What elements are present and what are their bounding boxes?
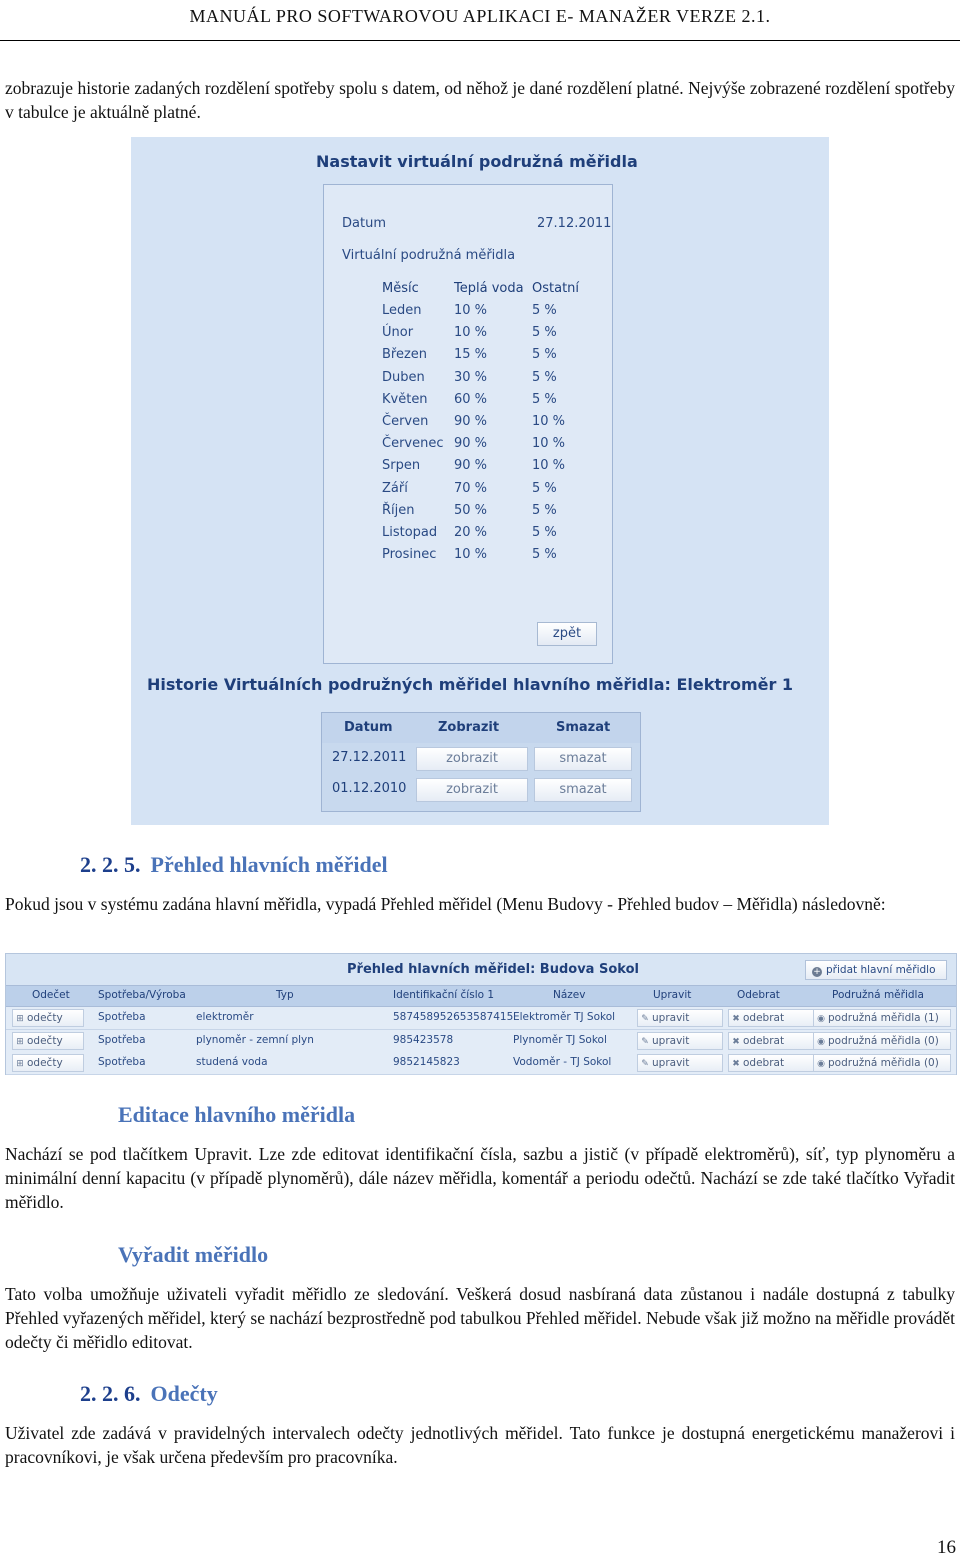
readings-button-label: odečty [27, 1057, 63, 1069]
meter-name [513, 1056, 611, 1068]
col-sub: Podružná měřidla [832, 989, 924, 1001]
section-226-number: 2. 2. 6. [80, 1381, 141, 1406]
meters-overview-screenshot [5, 953, 957, 1075]
date-label: Datum [342, 216, 386, 231]
virtual-form-box [323, 184, 613, 664]
meter-type [196, 1034, 314, 1046]
meter-id-label: 9852145823 [393, 1056, 460, 1068]
month-name: Prosinec [382, 547, 437, 563]
meter-row [6, 1052, 956, 1075]
col-edit: Upravit [653, 989, 692, 1001]
month-row [382, 436, 592, 458]
month-row [382, 303, 592, 325]
hot-water-value[interactable]: 10 % [454, 303, 488, 318]
meter-id-label: 587458952653587415 [393, 1011, 514, 1023]
sub-meter-icon: ◉ [817, 1014, 825, 1024]
edit-button-label: upravit [652, 1057, 690, 1069]
month-row [382, 347, 592, 369]
column-other: Ostatní [532, 281, 580, 296]
add-main-meter-label: přidat hlavní měřidlo [826, 964, 936, 976]
months-table-header [382, 281, 592, 303]
remove-button-label: odebrat [743, 1012, 785, 1024]
meter-id [393, 1056, 460, 1068]
remove-section-paragraph: Tato volba umožňuje uživateli vyřadit měřidlo ze sledování. Veškerá dosud nasbíraná data zůstanou i nadále dostupná z tabulky Přehled vyřazených měřidel, který se nachází bezprostředně pod tabulkou Přehled měřidel. Nebude však již možno na měřidle provádět odečty či měřidlo editovat. [5, 1284, 955, 1352]
section-label: Virtuální podružná měřidla [342, 248, 516, 263]
history-date: 01.12.2010 [332, 781, 407, 796]
edit-button[interactable] [637, 1054, 723, 1072]
show-button[interactable]: zobrazit [416, 747, 528, 771]
other-value[interactable]: 5 % [532, 325, 557, 341]
col-reading: Odečet [32, 989, 70, 1001]
section-225-number: 2. 2. 5. [80, 852, 141, 877]
remove-button-label: odebrat [743, 1034, 785, 1047]
meters-table-header [6, 985, 956, 1007]
meter-kind [98, 1056, 146, 1068]
hot-water-value[interactable]: 90 % [454, 458, 488, 474]
history-table-header [322, 713, 640, 743]
hot-water-value[interactable]: 20 % [454, 525, 488, 540]
header-rule [0, 40, 960, 41]
section-226-paragraph: Uživatel zde zadává v pravidelných intervalech odečty jednotlivých měřidel. Tato funkce je dostupná energetickému manažerovi i pracovníkovi, je však určena především pro pracovníka. [5, 1423, 955, 1467]
sub-meters-button[interactable] [813, 1032, 951, 1050]
month-name: Říjen [382, 502, 415, 518]
section-225-title: Přehled hlavních měřidel [150, 852, 388, 877]
meter-id-label: 985423578 [393, 1033, 454, 1046]
month-name: Únor [382, 325, 414, 341]
col-remove: Odebrat [737, 989, 780, 1001]
readings-icon: ⊞ [16, 1036, 24, 1047]
meter-kind [98, 1011, 146, 1023]
section-225-paragraph: Pokud jsou v systému zadána hlavní měřidla, vypadá Přehled měřidel (Menu Budovy - Přehled budov – Měřidla) následovně: [5, 894, 886, 914]
meter-type-label: studená voda [196, 1056, 268, 1068]
meter-type-label: elektroměr [196, 1011, 254, 1023]
show-button[interactable]: zobrazit [416, 778, 528, 802]
other-value[interactable]: 5 % [532, 525, 557, 540]
meter-type-label: plynoměr - zemní plyn [196, 1033, 314, 1046]
month-name: Listopad [382, 525, 438, 540]
section-225-heading [80, 852, 388, 878]
meter-name-label: Elektroměr TJ Sokol [513, 1011, 616, 1023]
meter-id [393, 1011, 513, 1023]
month-name: Duben [382, 369, 425, 385]
meter-id [393, 1034, 453, 1046]
readings-button-label: odečty [27, 1012, 63, 1024]
month-name: Srpen [382, 458, 421, 474]
other-value[interactable]: 10 % [532, 436, 566, 452]
virtual-meters-screenshot [131, 137, 829, 825]
readings-button[interactable] [12, 1054, 84, 1072]
meter-kind-label: Spotřeba [98, 1011, 146, 1023]
month-name: Květen [382, 391, 428, 407]
meter-name-label: Vodoměr - TJ Sokol [513, 1056, 612, 1068]
readings-icon: ⊞ [16, 1059, 24, 1069]
readings-button-label: odečty [27, 1034, 63, 1047]
meter-name [513, 1034, 607, 1046]
other-value[interactable]: 5 % [532, 369, 557, 385]
remove-button[interactable] [728, 1054, 814, 1072]
month-row [382, 392, 592, 414]
other-value[interactable]: 5 % [532, 480, 557, 496]
month-name: Červenec [382, 436, 444, 452]
edit-button[interactable] [637, 1032, 723, 1050]
meters-table-title: Přehled hlavních měřidel: Budova Sokol [347, 962, 639, 977]
edit-section-paragraph: Nachází se pod tlačítkem Upravit. Lze zde editovat identifikační čísla, sazbu a jistič (v případě elektroměrů), síť, typ plynoměru a minimální denní kapacitu (v případě plynoměrů), dále název měřidla, komentář a periodu odečtů. Nachází se zde také tlačítko Vyřadit měřidlo. [5, 1144, 955, 1212]
hot-water-value[interactable]: 50 % [454, 502, 488, 518]
sub-meters-button[interactable] [813, 1009, 951, 1027]
history-col-show: Zobrazit [438, 720, 500, 735]
hot-water-value[interactable]: 70 % [454, 480, 488, 496]
hot-water-value[interactable]: 10 % [454, 325, 488, 341]
delete-button[interactable]: smazat [534, 778, 632, 802]
sub-meters-button-label: podružná měřidla (0) [828, 1034, 939, 1047]
month-row [382, 503, 592, 525]
column-month: Měsíc [382, 281, 419, 296]
col-kind: Spotřeba/Výroba [98, 989, 186, 1001]
meter-kind-label: Spotřeba [98, 1033, 146, 1046]
history-date: 27.12.2011 [332, 750, 407, 765]
meter-type [196, 1011, 254, 1023]
edit-button-label: upravit [652, 1034, 690, 1047]
sub-meters-button-label: podružná měřidla (0) [828, 1057, 939, 1069]
meter-row [6, 1007, 956, 1030]
edit-button[interactable] [637, 1009, 723, 1027]
pencil-icon: ✎ [641, 1059, 649, 1069]
readings-icon: ⊞ [16, 1014, 24, 1024]
hot-water-value[interactable]: 30 % [454, 369, 488, 385]
back-button[interactable]: zpět [537, 622, 597, 646]
month-row [382, 525, 592, 547]
hot-water-value[interactable]: 90 % [454, 414, 488, 429]
close-icon: ✖ [732, 1059, 740, 1069]
sub-meter-icon: ◉ [817, 1036, 825, 1047]
sub-meters-button-label: podružná měřidla (1) [828, 1012, 939, 1024]
other-value[interactable]: 10 % [532, 414, 566, 429]
month-name: Březen [382, 347, 428, 363]
month-name: Září [382, 480, 408, 496]
col-type: Typ [276, 989, 294, 1001]
month-row [382, 414, 592, 436]
history-col-delete: Smazat [556, 720, 611, 735]
section-226-heading [80, 1381, 218, 1407]
intro-paragraph: zobrazuje historie zadaných rozdělení spotřeby spolu s datem, od něhož je dané rozdělení platné. Nejvýše zobrazené rozdělení spotřeby v tabulce je aktuálně platné. [5, 78, 955, 122]
pencil-icon: ✎ [641, 1014, 649, 1024]
meter-row [6, 1030, 956, 1053]
plus-icon: + [813, 967, 821, 977]
pencil-icon: ✎ [641, 1036, 649, 1047]
date-value[interactable]: 27.12.2011 [537, 216, 612, 231]
col-name: Název [553, 989, 586, 1001]
month-name: Leden [382, 303, 422, 318]
close-icon: ✖ [732, 1036, 740, 1047]
hot-water-value[interactable]: 10 % [454, 547, 488, 563]
remove-section-title: Vyřadit měřidlo [118, 1242, 269, 1267]
other-value[interactable]: 5 % [532, 502, 557, 518]
month-name: Červen [382, 414, 429, 429]
readings-button[interactable] [12, 1032, 84, 1050]
other-value[interactable]: 10 % [532, 458, 566, 474]
month-row [382, 370, 592, 392]
sub-meter-icon: ◉ [817, 1059, 825, 1069]
other-value[interactable]: 5 % [532, 347, 557, 363]
close-icon: ✖ [732, 1014, 740, 1024]
meter-kind [98, 1034, 146, 1046]
sub-meters-button[interactable] [813, 1054, 951, 1072]
meter-name-label: Plynoměr TJ Sokol [513, 1033, 607, 1046]
document-header: MANUÁL PRO SOFTWAROVOU APLIKACI E- MANAŽER VERZE 2.1. [189, 6, 771, 26]
remove-button[interactable] [728, 1032, 814, 1050]
history-row [322, 744, 640, 772]
virtual-form-title: Nastavit virtuální podružná měřidla [316, 152, 638, 171]
other-value[interactable]: 5 % [532, 391, 557, 407]
edit-section-title: Editace hlavního měřidla [118, 1102, 356, 1127]
month-row [382, 458, 592, 480]
month-row [382, 325, 592, 347]
hot-water-value[interactable]: 60 % [454, 391, 488, 407]
section-226-title: Odečty [150, 1381, 218, 1406]
month-row [382, 547, 592, 569]
col-id: Identifikační číslo 1 [393, 989, 495, 1001]
history-table [321, 712, 641, 812]
other-value[interactable]: 5 % [532, 547, 557, 563]
remove-button[interactable] [728, 1009, 814, 1027]
readings-button[interactable] [12, 1009, 84, 1027]
meter-kind-label: Spotřeba [98, 1056, 146, 1068]
history-col-date: Datum [344, 720, 393, 735]
other-value[interactable]: 5 % [532, 303, 557, 318]
meter-type [196, 1056, 268, 1068]
add-main-meter-button[interactable] [805, 960, 947, 980]
history-title: Historie Virtuálních podružných měřidel hlavního měřidla: Elektroměr 1 [147, 675, 794, 694]
month-row [382, 481, 592, 503]
meter-name [513, 1011, 615, 1023]
hot-water-value[interactable]: 90 % [454, 436, 488, 452]
hot-water-value[interactable]: 15 % [454, 347, 488, 363]
column-hot-water: Teplá voda [454, 281, 524, 296]
remove-button-label: odebrat [743, 1057, 785, 1069]
history-row [322, 775, 640, 803]
page-number: 16 [937, 1537, 956, 1558]
delete-button[interactable]: smazat [534, 747, 632, 771]
edit-button-label: upravit [652, 1012, 690, 1024]
